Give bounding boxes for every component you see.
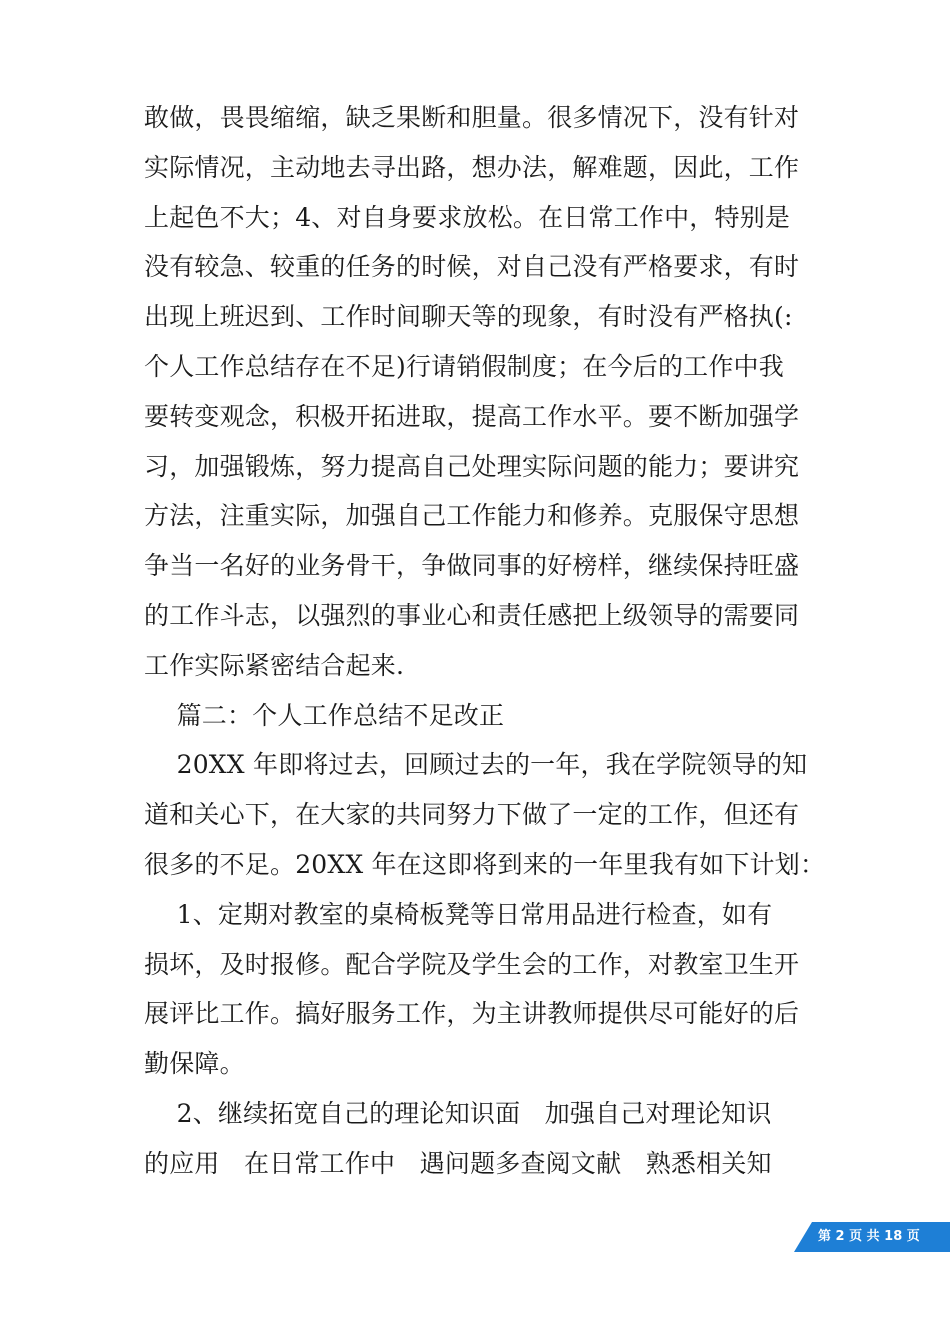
text-line: 勤保障。 [144, 1049, 245, 1079]
text-line: 没有较急、较重的任务的时候，对自己没有严格要求，有时 [144, 252, 800, 282]
text-line: 的工作斗志，以强烈的事业心和责任感把上级领导的需要同 [144, 600, 800, 630]
text-line: 方法，注重实际，加强自己工作能力和修养。克服保守思想 [144, 501, 800, 531]
text-line: 实际情况，主动地去寻出路，想办法，解难题，因此，工作 [144, 152, 800, 182]
text-line: 工作实际紧密结合起来. [144, 650, 405, 680]
text-line: 1、定期对教室的桌椅板凳等日常用品进行检查，如有 [144, 899, 773, 929]
text-line: 争当一名好的业务骨干，争做同事的好榜样，继续保持旺盛 [144, 551, 800, 581]
text-line: 出现上班迟到、工作时间聊天等的现象，有时没有严格执(: [144, 302, 793, 332]
text-line: 习，加强锻炼，努力提高自己处理实际问题的能力；要讲究 [144, 451, 800, 481]
text-line: 个人工作总结存在不足)行请销假制度；在今后的工作中我 [144, 351, 784, 381]
section-heading: 篇二：个人工作总结不足改正 [144, 700, 505, 730]
page-number-badge [794, 1222, 950, 1252]
text-line: 损坏，及时报修。配合学院及学生会的工作，对教室卫生开 [144, 949, 800, 979]
text-line: 展评比工作。搞好服务工作，为主讲教师提供尽可能好的后 [144, 999, 800, 1029]
text-line: 要转变观念，积极开拓进取，提高工作水平。要不断加强学 [144, 401, 800, 431]
text-line: 很多的不足。20XX 年在这即将到来的一年里我有如下计划： [144, 849, 826, 879]
text-line: 道和关心下，在大家的共同努力下做了一定的工作，但还有 [144, 800, 800, 830]
text-line: 的应用 在日常工作中 遇问题多查阅文献 熟悉相关知 [144, 1148, 772, 1178]
text-line: 敢做，畏畏缩缩，缺乏果断和胆量。很多情况下，没有针对 [144, 103, 800, 132]
text-line: 20XX 年即将过去，回顾过去的一年，我在学院领导的知 [144, 750, 808, 780]
body-text [144, 93, 826, 1189]
text-line: 2、继续拓宽自己的理论知识面 加强自己对理论知识 [144, 1098, 772, 1128]
page-number-label: 第 2 页 共 18 页 [818, 1229, 920, 1244]
text-line: 上起色不大；4、对自身要求放松。在日常工作中，特别是 [144, 202, 791, 232]
